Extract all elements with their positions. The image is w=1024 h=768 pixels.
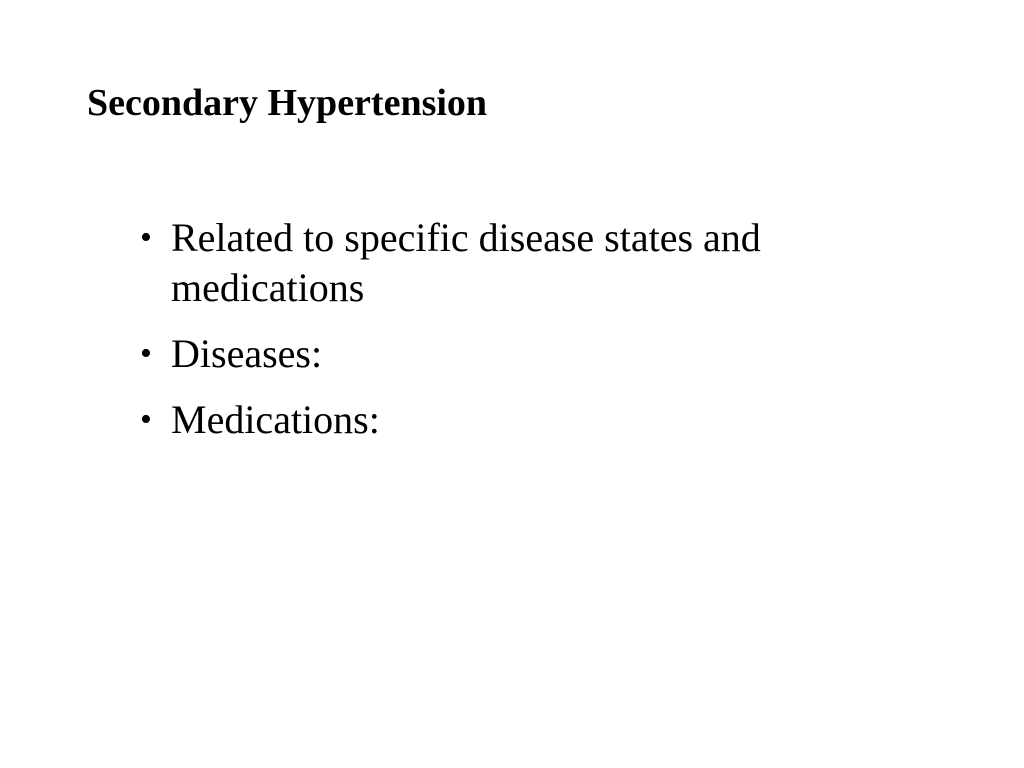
bullet-item-related: • Related to specific disease states and medications <box>140 213 900 313</box>
bullet-item-diseases: • Diseases: <box>140 329 900 379</box>
bullet-item-medications: • Medications: <box>140 395 900 445</box>
slide-title: Secondary Hypertension <box>87 82 488 124</box>
bullet-list <box>140 213 900 461</box>
